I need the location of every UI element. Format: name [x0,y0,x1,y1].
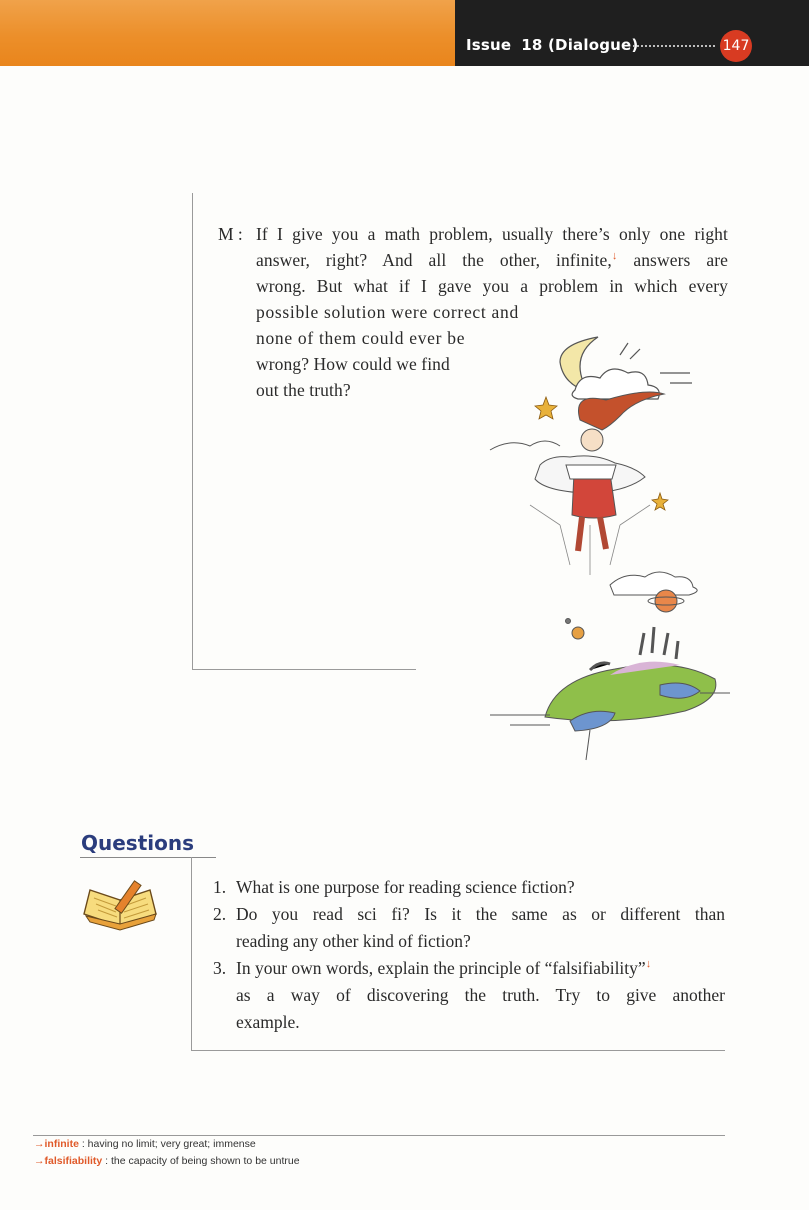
header-orange-band [0,0,455,66]
speaker-label: M : [218,224,243,244]
footnote: →falsifiability : the capacity of being shown to be untrue [34,1155,300,1167]
questions-heading-rule [80,857,216,858]
dialogue-line: wrong. But what if I gave you a problem in which every [256,276,728,296]
question-item: 2. Do you read sci fi? Is it the same as or different than [213,904,725,924]
footnote-rule [33,1135,725,1136]
questions-box-bottom-rule [191,1050,725,1051]
dialogue-box-bottom-rule [192,669,416,670]
dialogue-line: answer, right? And all the other, infinite,↓ answers are [256,250,728,270]
arrow-icon: → [34,1138,45,1150]
question-number: 1. [213,877,227,897]
question-line: reading any other kind of fiction? [236,931,471,951]
dialogue-line: none of them could ever be [256,328,466,348]
question-number: 2. [213,904,227,924]
issue-label: Issue [466,36,512,54]
dialogue-line: wrong? How could we find [256,354,450,374]
page-number-badge: 147 [720,30,752,62]
footnote-marker-icon: ↓ [611,250,618,263]
earth-icon [490,627,730,760]
notebook-pencil-icon [80,876,160,932]
planet-icon [566,572,698,639]
header-title [466,36,638,54]
moon-cloud-icon [560,337,692,399]
questions-box-left-rule [191,857,192,1051]
dialogue-box-left-rule [192,193,193,670]
header-dark-band [455,0,809,66]
dialogue-line: possible solution were correct and [256,302,519,322]
arrow-icon: → [34,1155,45,1167]
issue-title: 18 (Dialogue) [521,36,639,54]
header-dot-leader [633,45,715,47]
floating-reader-illustration [470,325,740,765]
dialogue-line: If I give you a math problem, usually there’s only one right [256,224,728,244]
question-item: 3. In your own words, explain the principle of “falsifiability”↓ [213,958,652,978]
question-line: example. [236,1012,300,1032]
footnote: →infinite : having no limit; very great; immense [34,1138,256,1150]
question-number: 3. [213,958,227,978]
dialogue-line: out the truth? [256,380,351,400]
questions-heading: Questions [81,831,195,855]
footnote-marker-icon: ↓ [645,958,652,971]
figure-icon [490,392,664,575]
question-line: as a way of discovering the truth. Try to give another [236,985,725,1005]
question-item: 1. What is one purpose for reading science fiction? [213,877,575,897]
